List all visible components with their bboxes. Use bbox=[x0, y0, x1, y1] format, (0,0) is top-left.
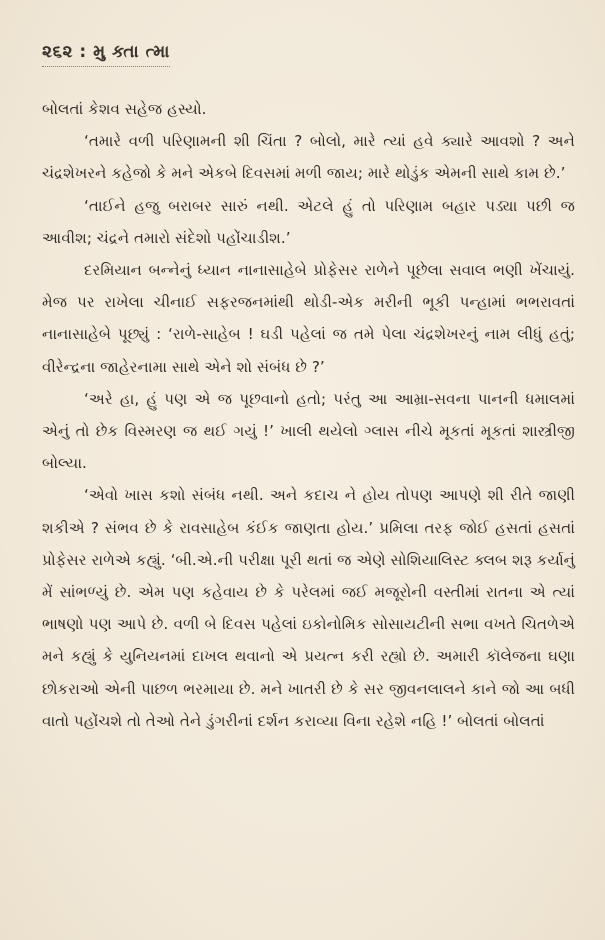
paragraph-5: ‘અરે હા, હું પણ એ જ પૂછવાનો હતો; પરંતુ આ આમ્રા-સવના પાનની ધમાલમાં એનું તો છેક વિસ્મરણ જ થઈ ગયું !’ ખાલી થયેલો ગ્લાસ નીચે મૂકતાં મૂકતાં શાસ્ત્રીજી બોલ્યા. bbox=[42, 389, 575, 473]
paragraph-6: ‘એવો ખાસ કશો સંબંધ નથી. અને કદાચ ને હોય તોપણ આપણે શી રીતે જાણી શકીએ ? સંભવ છે કે રાવસાહેબ કંઈક જાણતા હોય.’ પ્રમિલા તરફ જોઈ હસતાં હસતાં પ્રોફેસર રાળેએ કહ્યું. ‘બી.એ.ની પરીક્ષા પૂરી થતાં જ એણે સોશિયાલિસ્ટ ક્લબ શરૂ કર્યાનું મેં સાંભળ્યું છે. એમ પણ કહેવાય છે કે પરેલમાં જઈ મજૂરોની વસ્તીમાં રાતના એ ત્યાં ભાષણો પણ આપે છે. વળી બે દિવસ પહેલાં ઇકોનોમિક સોસાયટીની સભા વખતે ચિતળેએ મને કહ્યું કે યુનિયનમાં દાખલ થવાનો એ પ્રયત્ન કરી રહ્યો છે. અમારી કૉલેજના ઘણા છોકરાઓ એની પાછળ ભરમાયા છે. મને ખાતરી છે કે સર જીવનલાલને કાને જો આ બધી વાતો પહોંચશે તો તેઓ તેને ડુંગરીનાં દર્શન કરાવ્યા વિના રહેશે નહિ !’ બોલતાં બોલતાં bbox=[42, 486, 575, 730]
paragraph-4: દરમિયાન બન્નેનું ધ્યાન નાનાસાહેબે પ્રોફેસર રાળેને પૂછેલા સવાલ ભણી ખેંચાયું. મેજ પર રાખેલા ચીનાઈ સફરજનમાંથી થોડી-એક મરીની ભૂકી પન્હામાં ભભરાવતાં નાનાસાહેબે પૂછ્યું : ‘રાળે-સાહેબ ! ઘડી પહેલાં જ તમે પેલા ચંદ્રશેખરનું નામ લીધું હતું; વીરેન્દ્રના જાહેરનામા સાથે એને શો સંબંધ છે ?’ bbox=[42, 261, 576, 376]
paragraph-3: ‘તાઈને હજુ બરાબર સારું નથી. એટલે હું તો પરિણામ બહાર પડ્યા પછી જ આવીશ; ચંદ્રને તમારો સંદેશો પહોંચાડીશ.’ bbox=[42, 196, 575, 247]
running-head: ૨૬૨ : મુ ક્તા ત્મા bbox=[42, 42, 170, 67]
page-body bbox=[42, 93, 575, 737]
paragraph-1: બોલતાં કેશવ સહેજ હસ્યો. bbox=[42, 100, 207, 118]
paragraph-2: ‘તમારે વળી પરિણામની શી ચિંતા ? બોલો, મારે ત્યાં હવે ક્યારે આવશો ? અને ચંદ્રશેખરને કહેજો કે મને એકબે દિવસમાં મળી જાય; મારે થોડુંક એમની સાથે કામ છે.’ bbox=[42, 132, 575, 183]
